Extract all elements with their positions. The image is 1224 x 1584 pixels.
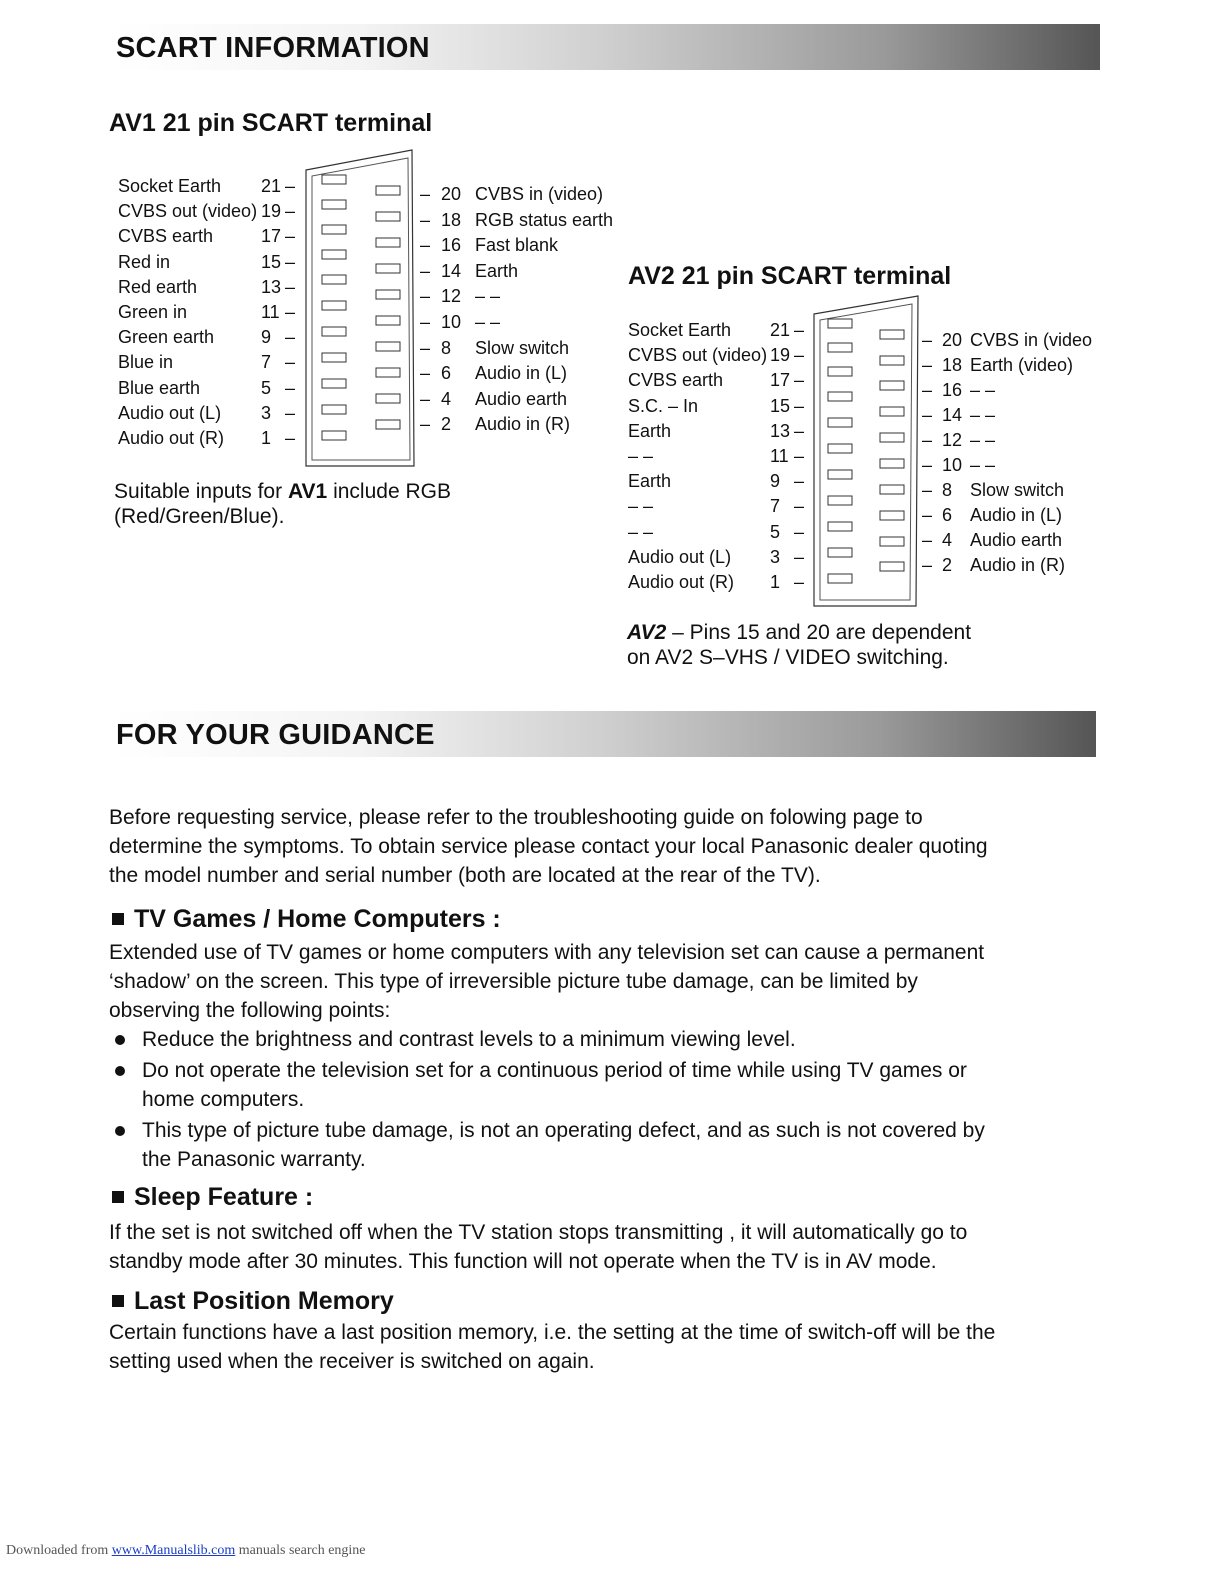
av1-left-label: CVBS earth (118, 226, 214, 247)
av1-left-pin: 13 (261, 276, 282, 297)
av1-left-label: Green earth (118, 327, 215, 348)
av1-right-dash: – (420, 209, 431, 230)
tv-games-text: Extended use of TV games or home computers with any television set can cause a permanent ‘shadow’ on the screen. This type of irreversible picture tube damage, can be limited by observing the following points: (109, 941, 985, 1022)
av1-left-pin: 9 (261, 327, 272, 348)
list-item: This type of picture tube damage, is not an operating defect, and as such is not covered by the Panasonic warranty. (109, 1116, 1109, 1174)
av2-left-dash: – (794, 345, 805, 366)
sleep-feature-heading: Sleep Feature : (112, 1183, 313, 1212)
av2-left-label: Earth (628, 471, 672, 492)
av1-left-label: Blue earth (118, 377, 201, 398)
av1-left-pin: 19 (261, 201, 282, 222)
av2-right-label: Slow switch (970, 480, 1065, 500)
av2-right-dash: – (922, 405, 933, 425)
av2-left-label: Audio out (R) (628, 572, 735, 592)
av1-left-label: Audio out (L) (118, 402, 222, 423)
bullet-icon (115, 1035, 125, 1045)
av2-right-dash: – (922, 355, 933, 375)
av2-right-pin: 12 (942, 430, 963, 450)
av1-right-label: Earth (475, 260, 519, 281)
guidance-banner (112, 711, 1096, 757)
av2-left-pin: 9 (770, 471, 781, 492)
av1-left-pin: 7 (261, 352, 272, 373)
av2-left-dash: – (794, 572, 805, 592)
av1-left-dash: – (285, 327, 296, 348)
av1-left-dash: – (285, 251, 296, 272)
av2-right-pin: 8 (942, 480, 953, 500)
av2-left-pin: 1 (770, 572, 781, 592)
manualslib-link[interactable]: www.Manualslib.com (111, 1543, 236, 1558)
av1-left-dash: – (285, 226, 296, 247)
av1-right-label: Audio in (R) (475, 414, 571, 435)
av1-right-pin: 14 (441, 260, 462, 281)
av1-right-pin: 16 (441, 235, 462, 256)
av2-left-label: CVBS out (video) (628, 345, 768, 366)
av2-right-pin: 14 (942, 405, 963, 425)
av1-left-label: Socket Earth (118, 176, 222, 196)
av2-left-label: Socket Earth (628, 320, 732, 340)
av1-left-label: Green in (118, 302, 188, 322)
av2-right-pin: 2 (942, 555, 953, 575)
bullet-icon (115, 1066, 125, 1076)
av2-left-pin: 19 (770, 345, 791, 366)
av1-left-label: Blue in (118, 352, 174, 373)
tv-games-bullets (109, 1025, 1109, 1174)
av2-title: AV2 21 pin SCART terminal (628, 262, 952, 290)
av2-right-dash: – (922, 505, 933, 525)
av2-right-pin: 6 (942, 505, 953, 525)
av2-right-pin: 16 (942, 380, 963, 400)
av1-right-pin: 4 (441, 388, 452, 409)
av1-right-label: Slow switch (475, 337, 570, 358)
av2-left-pin: 17 (770, 370, 791, 391)
guidance-intro: Before requesting service, please refer to the troubleshooting guide on folowing page to determine the symptoms. To obtain service please contact your local Panasonic dealer quoting the model number and serial number (both are located at the rear of the TV). (109, 806, 988, 887)
av1-right-dash: – (420, 286, 431, 307)
av2-left-label: Earth (628, 420, 672, 441)
av2-right-pin: 10 (942, 455, 963, 475)
av1-right-label: RGB status earth (475, 209, 614, 230)
av1-right-dash: – (420, 363, 431, 384)
av2-left-pin: 3 (770, 546, 781, 567)
bullet-icon (115, 1126, 125, 1136)
av1-left-dash: – (285, 428, 296, 448)
av2-left-dash: – (794, 546, 805, 567)
av2-right-label: – – (970, 380, 996, 400)
av2-left-dash: – (794, 446, 805, 466)
av1-right-pin: 20 (441, 184, 462, 204)
av2-right-dash: – (922, 530, 933, 550)
tv-games-heading: TV Games / Home Computers : (112, 905, 501, 934)
av2-note: AV2 – Pins 15 and 20 are dependent on AV2 S–VHS / VIDEO switching. (627, 621, 972, 669)
last-position-heading: Last Position Memory (112, 1287, 394, 1316)
av2-left-dash: – (794, 420, 805, 441)
av1-right-pin: 6 (441, 363, 452, 384)
av1-left-dash: – (285, 402, 296, 423)
guidance-title: FOR YOUR GUIDANCE (116, 719, 435, 751)
av2-left-label: – – (628, 521, 654, 542)
square-bullet-icon (112, 1191, 124, 1203)
av1-left-dash: – (285, 176, 296, 196)
av2-right-pin: 20 (942, 330, 963, 350)
av1-left-pin: 1 (261, 428, 272, 448)
av1-right-dash: – (420, 184, 431, 204)
list-item: Reduce the brightness and contrast levels to a minimum viewing level. (109, 1025, 1109, 1054)
av1-left-pin: 11 (261, 302, 280, 322)
av1-right-dash: – (420, 337, 431, 358)
av2-right-dash: – (922, 555, 933, 575)
av2-scart-connector (810, 294, 932, 610)
av2-left-label: Audio out (L) (628, 546, 732, 567)
av1-right-label: Fast blank (475, 235, 559, 256)
av2-right-pin: 4 (942, 530, 953, 550)
av2-left-dash: – (794, 370, 805, 391)
av1-right-dash: – (420, 388, 431, 409)
av1-left-label: Red earth (118, 276, 198, 297)
av2-left-label: S.C. – In (628, 395, 699, 416)
av1-left-pin: 21 (261, 176, 282, 196)
square-bullet-icon (112, 913, 124, 925)
av2-right-pin: 18 (942, 355, 963, 375)
av2-right-label: – – (970, 455, 996, 475)
av1-left-dash: – (285, 276, 296, 297)
av1-right-pin: 10 (441, 312, 462, 332)
av1-right-dash: – (420, 260, 431, 281)
last-position-text: Certain functions have a last position memory, i.e. the setting at the time of switch-off will be the setting used when the receiver is switched on again. (109, 1321, 996, 1373)
av2-left-dash: – (794, 496, 805, 517)
av2-right-dash: – (922, 430, 933, 450)
av1-right-dash: – (420, 235, 431, 256)
av1-left-pin: 15 (261, 251, 282, 272)
av2-left-dash: – (794, 320, 805, 340)
sleep-feature-text: If the set is not switched off when the TV station stops transmitting , it will automatically go to standby mode after 30 minutes. This function will not operate when the TV is in AV mode. (109, 1221, 968, 1273)
av2-right-dash: – (922, 380, 933, 400)
scart-information-banner (112, 24, 1100, 70)
av1-left-pin: 5 (261, 377, 272, 398)
av2-left-pin: 15 (770, 395, 791, 416)
av1-left-pin: 17 (261, 226, 282, 247)
av1-right-label: – – (475, 312, 501, 332)
av2-left-label: CVBS earth (628, 370, 724, 391)
av2-left-label: – – (628, 496, 654, 517)
av2-left-pin: 7 (770, 496, 781, 517)
av2-right-dash: – (922, 455, 933, 475)
av2-right-label: Audio earth (970, 530, 1063, 550)
av1-left-dash: – (285, 201, 296, 222)
av1-right-dash: – (420, 414, 431, 435)
av1-right-pin: 12 (441, 286, 462, 307)
av1-left-label: Red in (118, 251, 171, 272)
av1-right-label: Audio earth (475, 388, 568, 409)
av2-right-label: – – (970, 430, 996, 450)
av1-left-dash: – (285, 377, 296, 398)
av1-left-label: Audio out (R) (118, 428, 225, 448)
av2-left-pin: 13 (770, 420, 791, 441)
av2-left-label: – – (628, 446, 654, 466)
av1-title: AV1 21 pin SCART terminal (109, 109, 433, 137)
av2-left-pin: 11 (770, 446, 789, 466)
av1-right-label: Audio in (L) (475, 363, 568, 384)
av1-right-label: CVBS in (video) (475, 184, 604, 204)
av2-right-label: Audio in (L) (970, 505, 1063, 525)
av1-scart-connector (300, 148, 422, 470)
square-bullet-icon (112, 1295, 124, 1307)
av2-left-dash: – (794, 395, 805, 416)
av2-right-label: Earth (video) (970, 355, 1074, 375)
scart-information-title: SCART INFORMATION (116, 32, 430, 64)
av2-right-label: – – (970, 405, 996, 425)
av1-left-dash: – (285, 302, 296, 322)
av1-right-pin: 18 (441, 209, 462, 230)
av2-right-label: CVBS in (video (970, 330, 1093, 350)
av1-right-pin: 2 (441, 414, 452, 435)
av1-left-label: CVBS out (video) (118, 201, 258, 222)
av2-left-dash: – (794, 521, 805, 542)
footer: Downloaded from www.Manualslib.com manuals search engine (6, 1543, 366, 1558)
av1-note: Suitable inputs for AV1 include RGB (Red/Green/Blue). (114, 480, 451, 528)
av2-left-pin: 21 (770, 320, 791, 340)
av1-right-pin: 8 (441, 337, 452, 358)
av1-left-dash: – (285, 352, 296, 373)
av2-left-pin: 5 (770, 521, 781, 542)
av1-left-pin: 3 (261, 402, 272, 423)
av2-left-dash: – (794, 471, 805, 492)
av1-right-dash: – (420, 312, 431, 332)
av2-right-label: Audio in (R) (970, 555, 1066, 575)
av2-right-dash: – (922, 330, 933, 350)
av1-right-label: – – (475, 286, 501, 307)
list-item: Do not operate the television set for a continuous period of time while using TV games or home computers. (109, 1056, 1109, 1114)
av2-right-dash: – (922, 480, 933, 500)
